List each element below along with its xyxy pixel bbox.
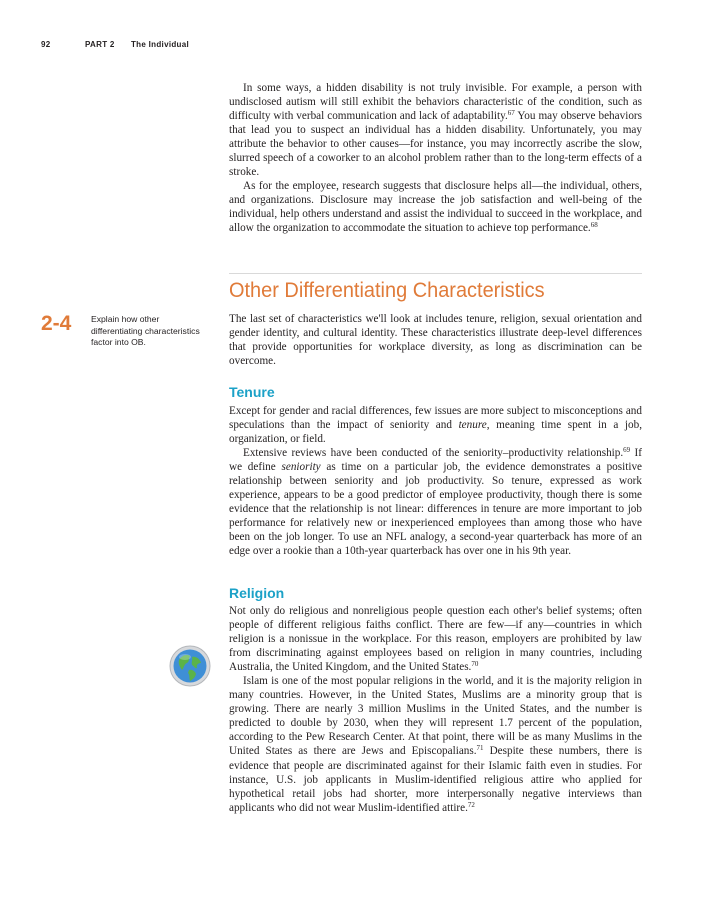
section-intro-paragraph: The last set of characteristics we'll look at includes tenure, religion, sexual orientation and gender identity, and cultural identity. These characteristics illustrate deep-level differences that provide opportunities for workplace diversity, as long as discrimination can be overcome. (229, 313, 642, 368)
tenure-text (229, 404, 642, 559)
intro-paragraph-2: As for the employee, research suggests that disclosure helps all—the individual, others, and organizations. Disclosure may increase the job satisfaction and well-being of the individual, help others understand and assist the individual to succeed in the workplace, and allow the organization to accommodate the situation to achieve top performance.$^{68}$ (229, 180, 642, 235)
learning-objective-text: Explain how other differentiating characteristics factor into OB. (91, 314, 200, 347)
section-title: Other Differentiating Characteristics (229, 279, 545, 302)
section-intro (229, 312, 642, 368)
part-title: The Individual (131, 40, 189, 49)
tenure-heading: Tenure (229, 384, 275, 400)
religion-heading: Religion (229, 585, 285, 601)
tenure-paragraph-1: Except for gender and racial differences, few issues are more subject to misconceptions and speculations than the impact of seniority and tenure, meaning time spent in a job, organization, or field. (229, 405, 642, 446)
learning-objective-number: 2-4 (41, 312, 72, 335)
religion-paragraph-2: Islam is one of the most popular religions in the world, and it is the majority religion in many countries. However, in the United States, Muslims are a minority group that is growing. There are nearly 3 million Muslims in the United States, and the number is predicted to double by 2030, when they will represent 1.7 percent of the population, according to the Pew Research Center. At that point, there will be as many Muslims in the United States as there are Jews and Episcopalians.$^{71}$ Despite these numbers, there is evidence that people are discriminated against for their Islamic faith even in studies. For instance, U.S. job applicants in Muslim-identified religious attire who applied for hypothetical retail jobs had shorter, more interpersonally negative interviews than applicants who did not wear Muslim-identified attire.$^{72}$ (229, 675, 642, 814)
running-header (41, 40, 189, 49)
intro-text (229, 81, 642, 236)
page-number: 92 (41, 40, 51, 49)
part-label: PART 2 (85, 40, 115, 49)
religion-text (229, 604, 642, 815)
tenure-paragraph-2: Extensive reviews have been conducted of the seniority–productivity relationship.$^{69}$ If we define seniority as time on a particular job, the evidence demonstrates a positive relationship between seniority and job productivity. So tenure, expressed as work experience, appears to be a good predictor of employee productivity, though there is some evidence that the relationship is not linear: differences in tenure are more important to job performance for relatively new or inexperienced employees than among those who have been on the job longer. To use an NFL analogy, a second-year quarterback has more of an edge over a rookie than a 10th-year quarterback has over one in his 9th year. (229, 446, 643, 558)
religion-paragraph-1: Not only do religious and nonreligious people question each other's belief systems; often people of different religious faiths conflict. There are few—if any—countries in which religion is a nonissue in the workplace. For this reason, employers are prohibited by law from discriminating against employees based on religion in many countries, including Australia, the United Kingdom, and the United States.$^{70}$ (229, 605, 642, 674)
intro-paragraph-1: In some ways, a hidden disability is not truly invisible. For example, a person with undisclosed autism will still exhibit the behaviors characteristic of the condition, such as difficulty with verbal communication and lack of adaptability.$^{67}$ You may observe behaviors that lead you to suspect an individual has a hidden disability. Unfortunately, you may attribute the behavior to other causes—for instance, you may incorrectly ascribe the slow, slurred speech of a coworker to an alcohol problem rather than to the long-term effects of a stroke. (229, 82, 642, 179)
globe-icon (169, 645, 211, 687)
section-divider (229, 273, 642, 274)
